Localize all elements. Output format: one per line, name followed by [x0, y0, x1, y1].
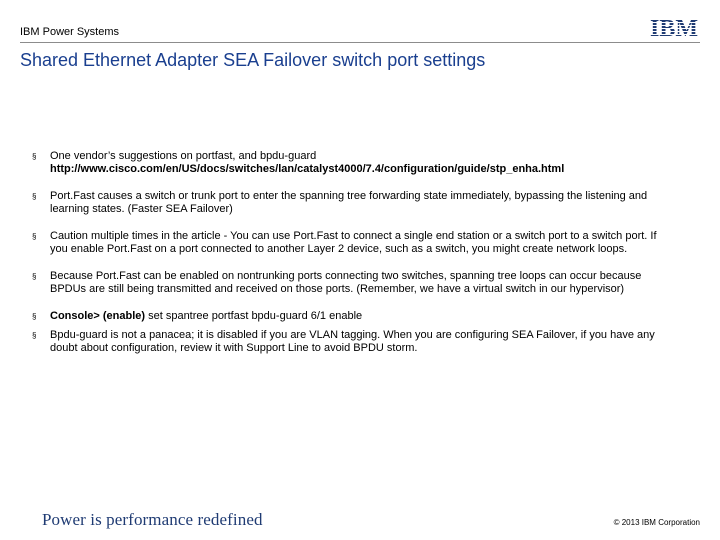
console-prompt: Console> (enable) [50, 310, 146, 322]
bullet-text: One vendor’s suggestions on portfast, and bpdu-guard [50, 150, 317, 162]
list-item [32, 150, 672, 176]
list-item [32, 270, 672, 296]
bullet-list [32, 150, 672, 369]
ibm-logo-text: IBM [650, 16, 698, 40]
bullet-text: Port.Fast causes a switch or trunk port to enter the spanning tree forwarding state immediately, bypassing the listening and learning states. (Faster SEA Failover) [50, 190, 648, 215]
bullet-text: Because Port.Fast can be enabled on nontrunking ports connecting two switches, spanning tree loops can occur because BPDUs are still being transmitted and received on those ports. (Remember, we have a virtual switch in our hypervisor) [50, 270, 642, 295]
list-item [32, 190, 672, 216]
footer-tagline: Power is performance redefined [42, 510, 263, 529]
list-item [32, 230, 672, 256]
bullet-marker: § [32, 331, 37, 340]
header-divider [20, 42, 700, 43]
bullet-marker: § [32, 272, 37, 281]
bullet-marker: § [32, 232, 37, 241]
header-label: IBM Power Systems [20, 26, 120, 38]
bullet-text: Bpdu-guard is not a panacea; it is disabled if you are VLAN tagging. When you are configuring SEA Failover, if you have any doubt about configuration, review it with Support Line to avoid BPDU storm. [50, 329, 655, 354]
page-title: Shared Ethernet Adapter SEA Failover switch port settings [20, 50, 486, 70]
ibm-logo [650, 14, 698, 40]
bullet-text: Caution multiple times in the article - You can use Port.Fast to connect a single end station or a switch port to a switch port. If you enable Port.Fast on a port connected to another Layer 2 device, such as a switch, you might create network loops. [50, 230, 657, 255]
list-item [32, 329, 672, 355]
bullet-marker: § [32, 152, 37, 161]
cisco-link[interactable]: http://www.cisco.com/en/US/docs/switches/lan/catalyst4000/7.4/configuration/guide/stp_enha.html [50, 163, 565, 175]
list-item [32, 310, 672, 323]
bullet-marker: § [32, 312, 37, 321]
bullet-marker: § [32, 192, 37, 201]
console-command: set spantree portfast bpdu-guard 6/1 enable [145, 310, 363, 322]
footer-copyright: © 2013 IBM Corporation [613, 518, 700, 527]
